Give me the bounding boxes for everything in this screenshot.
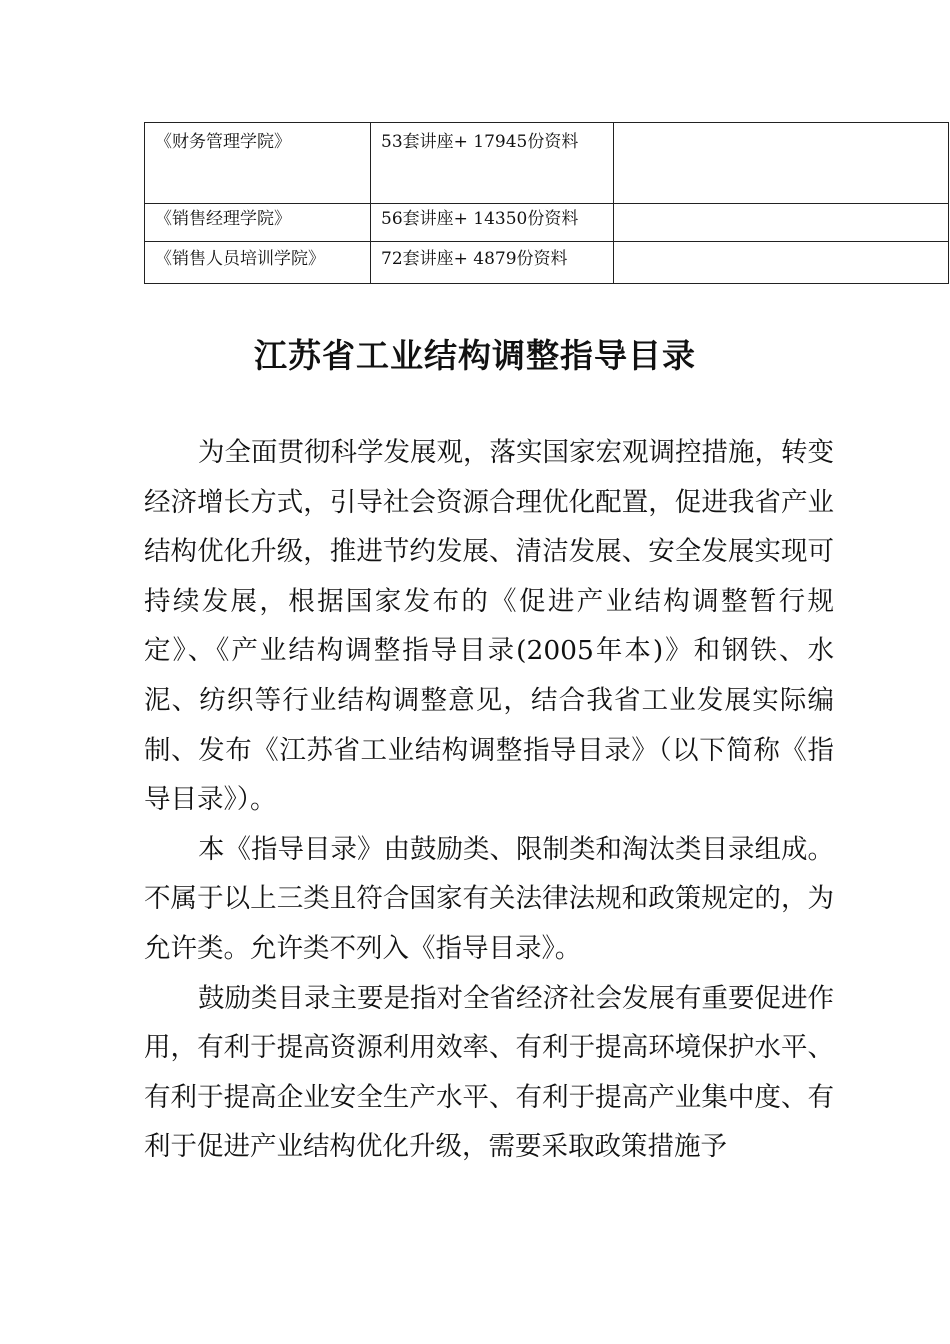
document-body [144, 428, 834, 1172]
college-content-cell: 53套讲座+ 17945份资料 [371, 123, 614, 204]
body-paragraph: 为全面贯彻科学发展观，落实国家宏观调控措施，转变经济增长方式，引导社会资源合理优化配置，促进我省产业结构优化升级，推进节约发展、清洁发展、安全发展实现可持续发展，根据国家发布的《促进产业结构调整暂行规定》、《产业结构调整指导目录(2005年本)》和钢铁、水泥、纺织等行业结构调整意见，结合我省工业发展实际编制、发布《江苏省工业结构调整指导目录》（以下简称《指导目录》）。 [144, 437, 834, 816]
college-content-cell: 56套讲座+ 14350份资料 [371, 204, 614, 242]
empty-cell [614, 204, 949, 242]
college-name-cell: 《财务管理学院》 [145, 123, 371, 204]
table-row [145, 123, 949, 204]
empty-cell [614, 242, 949, 284]
empty-cell [614, 123, 949, 204]
table-row [145, 242, 949, 284]
table-row [145, 204, 949, 242]
college-content-cell: 72套讲座+ 4879份资料 [371, 242, 614, 284]
college-name-cell: 《销售人员培训学院》 [145, 242, 371, 284]
course-catalog-table [144, 122, 949, 284]
body-paragraph: 鼓励类目录主要是指对全省经济社会发展有重要促进作用，有利于提高资源利用效率、有利于提高环境保护水平、有利于提高企业安全生产水平、有利于提高产业集中度、有利于促进产业结构优化升级，需要采取政策措施予 [144, 982, 834, 1163]
document-title: 江苏省工业结构调整指导目录 [254, 336, 696, 375]
body-paragraph: 本《指导目录》由鼓励类、限制类和淘汰类目录组成。不属于以上三类且符合国家有关法律法规和政策规定的，为允许类。允许类不列入《指导目录》。 [144, 833, 834, 964]
college-name-cell: 《销售经理学院》 [145, 204, 371, 242]
